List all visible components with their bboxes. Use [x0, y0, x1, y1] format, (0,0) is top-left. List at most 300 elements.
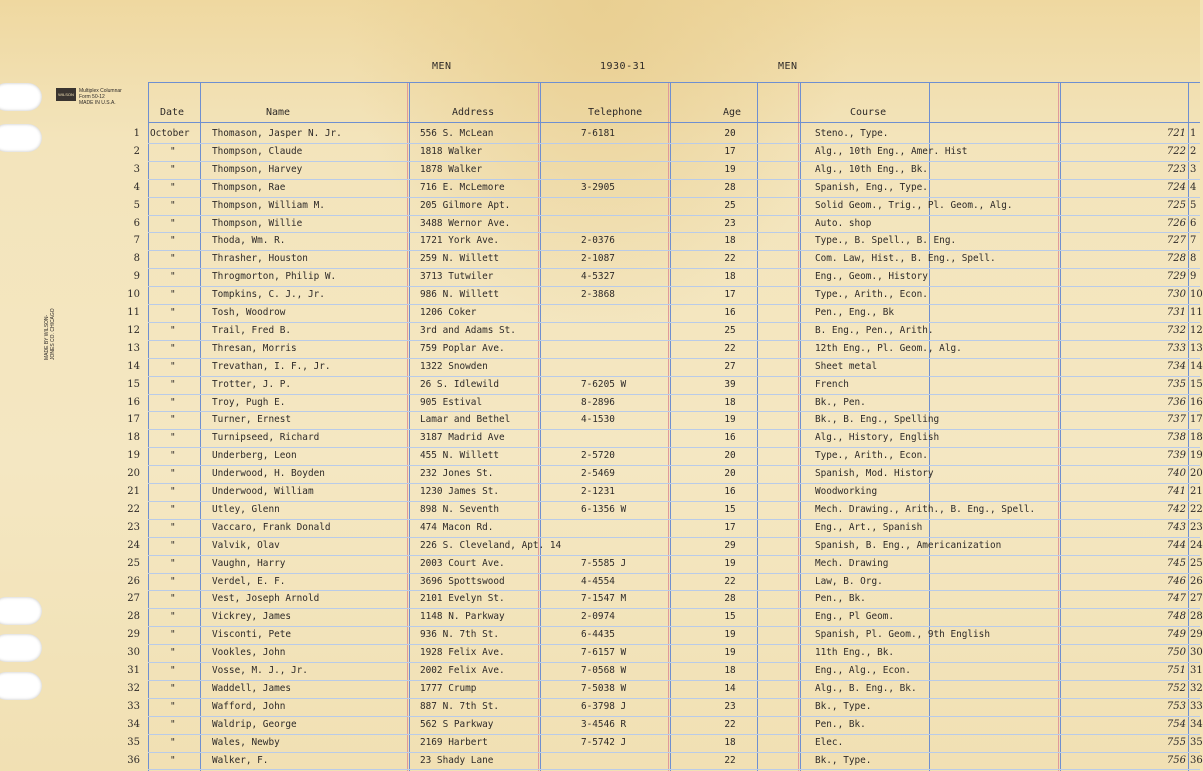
- row-date: ": [170, 396, 176, 408]
- row-number-right: 11: [1190, 307, 1203, 318]
- row-name: Utley, Glenn: [212, 503, 280, 515]
- row-address: 1148 N. Parkway: [420, 611, 505, 623]
- row-age: 23: [724, 217, 736, 229]
- row-number-right: 4: [1190, 181, 1197, 193]
- row-course: Type., Arith., Econ.: [815, 289, 928, 301]
- row-address: 2101 Evelyn St.: [420, 593, 505, 605]
- col-name: Name: [266, 107, 291, 118]
- row-number-right: 30: [1190, 647, 1203, 659]
- row-number: 1: [133, 128, 140, 139]
- ledger-row: [0, 447, 1203, 465]
- row-telephone: 7-6181: [581, 128, 615, 139]
- row-name: Wales, Newby: [212, 736, 280, 748]
- row-number-right: 12: [1190, 324, 1203, 336]
- row-address: 1818 Walker: [420, 145, 483, 157]
- row-code: 744: [1166, 539, 1186, 551]
- row-telephone: 7-6205 W: [581, 378, 627, 390]
- row-name: Waddell, James: [212, 682, 292, 694]
- row-date: ": [170, 324, 176, 336]
- row-address: 759 Poplar Ave.: [420, 342, 505, 354]
- row-code: 738: [1166, 432, 1186, 444]
- row-name: Trevathan, I. F., Jr.: [212, 360, 331, 372]
- row-code: 726: [1166, 217, 1186, 229]
- row-course: 11th Eng., Bk.: [815, 647, 895, 659]
- ledger-row: [0, 268, 1200, 286]
- row-name: Thrasher, Houston: [212, 253, 308, 265]
- row-number-right: 27: [1190, 593, 1203, 605]
- row-code: 743: [1166, 521, 1186, 533]
- row-age: 20: [724, 128, 736, 139]
- row-age: 22: [724, 253, 736, 265]
- row-number-right: 6: [1190, 217, 1197, 229]
- row-course: Bk., Type.: [815, 700, 872, 712]
- row-code: 747: [1166, 593, 1186, 605]
- row-address: 905 Estival: [420, 396, 483, 408]
- row-number: 8: [133, 253, 140, 265]
- row-age: 16: [724, 486, 736, 497]
- row-number-right: 15: [1190, 378, 1203, 390]
- row-code: 736: [1166, 396, 1186, 408]
- row-telephone: 2-1231: [581, 486, 615, 497]
- row-age: 18: [724, 271, 736, 283]
- row-age: 27: [724, 360, 736, 372]
- row-address: 232 Jones St.: [420, 468, 494, 480]
- row-code: 741: [1166, 486, 1186, 497]
- row-name: Trail, Fred B.: [212, 324, 292, 336]
- row-number-right: 1: [1190, 128, 1197, 139]
- row-number: 6: [133, 217, 140, 229]
- row-address: 3187 Madrid Ave: [420, 432, 505, 444]
- row-date: ": [170, 557, 176, 569]
- row-telephone: 4-1530: [581, 414, 615, 426]
- ledger-row: [0, 680, 1203, 698]
- row-code: 753: [1166, 700, 1186, 712]
- row-age: 25: [724, 199, 736, 211]
- row-code: 733: [1166, 342, 1186, 354]
- row-age: 18: [724, 396, 736, 408]
- ledger-row: [0, 232, 1200, 250]
- row-code: 722: [1166, 145, 1186, 157]
- ledger-row: [0, 734, 1203, 752]
- row-age: 22: [724, 342, 736, 354]
- row-date: ": [170, 342, 176, 354]
- row-code: 723: [1166, 163, 1186, 175]
- row-address: 1721 York Ave.: [420, 235, 500, 247]
- row-date: ": [170, 468, 176, 480]
- ledger-row: [0, 698, 1203, 716]
- row-name: Thomason, Jasper N. Jr.: [212, 128, 342, 139]
- col-address: Address: [452, 107, 495, 118]
- row-telephone: 2-5720: [581, 450, 615, 462]
- col-course: Course: [850, 107, 887, 118]
- brand-line-2: Form 50-12: [79, 94, 105, 100]
- header-right: MEN: [778, 61, 798, 72]
- row-code: 750: [1166, 647, 1186, 659]
- row-name: Thompson, Harvey: [212, 163, 303, 175]
- row-date: ": [170, 235, 176, 247]
- row-address: 556 S. McLean: [420, 128, 494, 139]
- row-date: ": [170, 665, 176, 676]
- row-age: 15: [724, 503, 736, 515]
- row-age: 22: [724, 718, 736, 730]
- row-code: 731: [1166, 307, 1186, 318]
- ledger-row: [0, 286, 1203, 304]
- row-number: 27: [127, 593, 140, 605]
- row-course: Bk., Pen.: [815, 396, 866, 408]
- ledger-row: [0, 250, 1200, 268]
- row-code: 735: [1166, 378, 1186, 390]
- row-code: 742: [1166, 503, 1186, 515]
- row-age: 28: [724, 181, 736, 193]
- row-code: 725: [1166, 199, 1186, 211]
- header-left: MEN: [432, 61, 452, 72]
- row-telephone: 7-0568 W: [581, 665, 627, 676]
- row-course: Solid Geom., Trig., Pl. Geom., Alg.: [815, 199, 1013, 211]
- row-address: 986 N. Willett: [420, 289, 500, 301]
- row-address: 1322 Snowden: [420, 360, 488, 372]
- ledger-row: [0, 483, 1203, 501]
- row-number: 23: [127, 521, 140, 533]
- brand-line-1: Multiplex Columnar: [79, 88, 122, 94]
- row-date: ": [170, 521, 176, 533]
- row-code: 730: [1166, 289, 1186, 301]
- row-telephone: 2-1087: [581, 253, 615, 265]
- row-name: Thoda, Wm. R.: [212, 235, 286, 247]
- row-name: Underberg, Leon: [212, 450, 297, 462]
- row-number-right: 22: [1190, 503, 1203, 515]
- row-date: ": [170, 486, 176, 497]
- row-number: 4: [133, 181, 140, 193]
- row-number: 34: [127, 718, 140, 730]
- row-date: October: [150, 128, 190, 139]
- row-number: 16: [127, 396, 140, 408]
- row-course: Spanish, Pl. Geom., 9th English: [815, 629, 990, 641]
- row-age: 17: [724, 521, 736, 533]
- row-number: 24: [127, 539, 140, 551]
- ledger-row: [0, 179, 1200, 197]
- row-telephone: 2-5469: [581, 468, 615, 480]
- row-course: Pen., Eng., Bk: [815, 307, 895, 318]
- ledger-row: [0, 644, 1203, 662]
- header-year: 1930-31: [600, 61, 646, 72]
- row-course: Alg., History, English: [815, 432, 940, 444]
- ledger-row: [0, 519, 1203, 537]
- row-date: ": [170, 450, 176, 462]
- row-name: Vaccaro, Frank Donald: [212, 521, 331, 533]
- row-course: Pen., Bk.: [815, 718, 866, 730]
- row-number-right: 14: [1190, 360, 1203, 372]
- row-number-right: 13: [1190, 342, 1203, 354]
- row-course: Elec.: [815, 736, 844, 748]
- row-number: 35: [127, 736, 140, 748]
- row-age: 29: [724, 539, 736, 551]
- row-name: Vookles, John: [212, 647, 286, 659]
- row-number: 9: [133, 271, 140, 283]
- row-date: ": [170, 575, 176, 587]
- row-name: Thompson, William M.: [212, 199, 325, 211]
- row-number: 28: [127, 611, 140, 623]
- row-number-right: 3: [1190, 163, 1197, 175]
- row-number: 30: [127, 647, 140, 659]
- ledger-row: [0, 555, 1203, 573]
- row-address: 2169 Harbert: [420, 736, 488, 748]
- row-course: French: [815, 378, 849, 390]
- row-number: 19: [127, 450, 140, 462]
- row-name: Thresan, Morris: [212, 342, 297, 354]
- row-course: Woodworking: [815, 486, 878, 497]
- row-telephone: 7-6157 W: [581, 647, 627, 659]
- row-telephone: 7-5038 W: [581, 682, 627, 694]
- row-address: 23 Shady Lane: [420, 754, 494, 766]
- row-rule: [148, 769, 1200, 770]
- row-telephone: 2-3868: [581, 289, 615, 301]
- row-age: 28: [724, 593, 736, 605]
- row-name: Thompson, Willie: [212, 217, 303, 229]
- row-number-right: 25: [1190, 557, 1203, 569]
- row-course: Spanish, Mod. History: [815, 468, 934, 480]
- row-number: 29: [127, 629, 140, 641]
- row-age: 18: [724, 665, 736, 676]
- ledger-row: [0, 322, 1203, 340]
- row-code: 729: [1166, 271, 1186, 283]
- row-course: Steno., Type.: [815, 128, 889, 139]
- row-code: 746: [1166, 575, 1186, 587]
- row-address: 716 E. McLemore: [420, 181, 505, 193]
- row-code: 737: [1166, 414, 1186, 426]
- row-age: 22: [724, 575, 736, 587]
- row-date: ": [170, 718, 176, 730]
- row-code: 756: [1166, 754, 1186, 766]
- row-name: Turnipseed, Richard: [212, 432, 320, 444]
- row-number-right: 28: [1190, 611, 1203, 623]
- row-age: 19: [724, 414, 736, 426]
- row-number-right: 16: [1190, 396, 1203, 408]
- ledger-row: [0, 662, 1203, 680]
- row-name: Vosse, M. J., Jr.: [212, 665, 308, 676]
- row-number-right: 10: [1190, 289, 1203, 301]
- row-course: Bk., B. Eng., Spelling: [815, 414, 940, 426]
- row-age: 25: [724, 324, 736, 336]
- row-name: Tompkins, C. J., Jr.: [212, 289, 325, 301]
- row-number-right: 33: [1190, 700, 1203, 712]
- row-address: 474 Macon Rd.: [420, 521, 494, 533]
- row-number-right: 20: [1190, 468, 1203, 480]
- row-course: Com. Law, Hist., B. Eng., Spell.: [815, 253, 996, 265]
- ledger-row: [0, 501, 1203, 519]
- row-age: 14: [724, 682, 736, 694]
- row-address: 1878 Walker: [420, 163, 483, 175]
- ledger-row: [0, 590, 1203, 608]
- rule-header-bottom: [148, 122, 1200, 123]
- rule-top: [148, 82, 1200, 83]
- row-date: ": [170, 682, 176, 694]
- ledger-row: [0, 465, 1203, 483]
- row-telephone: 4-4554: [581, 575, 615, 587]
- row-course: 12th Eng., Pl. Geom., Alg.: [815, 342, 962, 354]
- row-telephone: 7-1547 M: [581, 593, 627, 605]
- row-number-right: 18: [1190, 432, 1203, 444]
- row-name: Trotter, J. P.: [212, 378, 292, 390]
- row-date: ": [170, 539, 176, 551]
- row-name: Vaughn, Harry: [212, 557, 286, 569]
- row-code: 728: [1166, 253, 1186, 265]
- row-age: 15: [724, 611, 736, 623]
- row-name: Waldrip, George: [212, 718, 297, 730]
- row-course: Mech. Drawing: [815, 557, 889, 569]
- row-date: ": [170, 360, 176, 372]
- row-number-right: 35: [1190, 736, 1203, 748]
- row-age: 39: [724, 378, 736, 390]
- row-number: 14: [127, 360, 140, 372]
- row-address: 3rd and Adams St.: [420, 324, 516, 336]
- row-age: 17: [724, 145, 736, 157]
- row-name: Verdel, E. F.: [212, 575, 286, 587]
- row-course: Eng., Pl Geom.: [815, 611, 895, 623]
- row-course: Bk., Type.: [815, 754, 872, 766]
- row-number: 11: [127, 307, 140, 318]
- row-telephone: 3-4546 R: [581, 718, 627, 730]
- row-date: ": [170, 217, 176, 229]
- row-number: 32: [127, 682, 140, 694]
- ledger-row: [0, 376, 1203, 394]
- row-date: ": [170, 181, 176, 193]
- row-telephone: 3-2905: [581, 181, 615, 193]
- row-address: 1777 Crump: [420, 682, 477, 694]
- row-code: 749: [1166, 629, 1186, 641]
- ledger-row: [0, 125, 1200, 143]
- row-code: 748: [1166, 611, 1186, 623]
- row-number-right: 36: [1190, 754, 1203, 766]
- row-number-right: 24: [1190, 539, 1203, 551]
- maker-imprint: MADE BY WILSON-JONES CO. CHICAGO: [44, 308, 56, 360]
- col-telephone: Telephone: [588, 107, 643, 118]
- row-number-right: 32: [1190, 682, 1203, 694]
- ledger-row: [0, 143, 1200, 161]
- row-number-right: 31: [1190, 665, 1203, 676]
- row-date: ": [170, 432, 176, 444]
- row-date: ": [170, 647, 176, 659]
- row-name: Visconti, Pete: [212, 629, 292, 641]
- row-course: B. Eng., Pen., Arith.: [815, 324, 934, 336]
- row-number: 10: [127, 289, 140, 301]
- row-course: Auto. shop: [815, 217, 872, 229]
- ledger-row: [0, 358, 1203, 376]
- row-address: 3713 Tutwiler: [420, 271, 494, 283]
- row-name: Underwood, H. Boyden: [212, 468, 325, 480]
- row-course: Law, B. Org.: [815, 575, 883, 587]
- row-age: 20: [724, 450, 736, 462]
- ledger-row: [0, 537, 1203, 555]
- row-age: 18: [724, 736, 736, 748]
- row-date: ": [170, 307, 176, 318]
- row-number-right: 34: [1190, 718, 1203, 730]
- ledger-row: [0, 752, 1203, 770]
- row-address: 936 N. 7th St.: [420, 629, 500, 641]
- row-age: 19: [724, 163, 736, 175]
- row-date: ": [170, 503, 176, 515]
- row-name: Vickrey, James: [212, 611, 292, 623]
- row-telephone: 7-5585 J: [581, 557, 627, 569]
- ledger-row: [0, 716, 1203, 734]
- row-telephone: 4-5327: [581, 271, 615, 283]
- row-number-right: 21: [1190, 486, 1203, 497]
- row-number: 36: [127, 754, 140, 766]
- row-date: ": [170, 271, 176, 283]
- row-code: 734: [1166, 360, 1186, 372]
- ledger-row: [0, 197, 1200, 215]
- row-number: 15: [127, 378, 140, 390]
- row-number: 7: [133, 235, 140, 247]
- row-course: Type., B. Spell., B. Eng.: [815, 235, 957, 247]
- row-date: ": [170, 253, 176, 265]
- row-name: Valvik, Olav: [212, 539, 280, 551]
- row-name: Thompson, Claude: [212, 145, 303, 157]
- row-telephone: 7-5742 J: [581, 736, 627, 748]
- row-name: Vest, Joseph Arnold: [212, 593, 320, 605]
- row-name: Underwood, William: [212, 486, 314, 497]
- ledger-row: [0, 429, 1203, 447]
- row-age: 23: [724, 700, 736, 712]
- row-course: Eng., Art., Spanish: [815, 521, 923, 533]
- row-address: 1928 Felix Ave.: [420, 647, 505, 659]
- row-number: 21: [127, 486, 140, 497]
- row-number: 12: [127, 324, 140, 336]
- row-course: Alg., 10th Eng., Amer. Hist: [815, 145, 968, 157]
- row-age: 16: [724, 432, 736, 444]
- row-date: ": [170, 199, 176, 211]
- row-number: 17: [127, 414, 140, 426]
- row-address: 887 N. 7th St.: [420, 700, 500, 712]
- row-number-right: 26: [1190, 575, 1203, 587]
- row-number: 3: [133, 163, 140, 175]
- row-code: 755: [1166, 736, 1186, 748]
- brand-line-3: MADE IN U.S.A.: [79, 100, 116, 106]
- form-brand: [56, 88, 146, 110]
- ledger-row: [0, 394, 1203, 412]
- ledger-row: [0, 304, 1203, 322]
- row-code: 752: [1166, 682, 1186, 694]
- row-code: 754: [1166, 718, 1186, 730]
- row-course: Alg., 10th Eng., Bk.: [815, 163, 928, 175]
- row-date: ": [170, 736, 176, 748]
- row-course: Spanish, Eng., Type.: [815, 181, 928, 193]
- row-name: Turner, Ernest: [212, 414, 292, 426]
- row-telephone: 6-4435: [581, 629, 615, 641]
- row-code: 724: [1166, 181, 1186, 193]
- wilson-jones-logo: WILSON JONES: [56, 88, 76, 101]
- row-date: ": [170, 163, 176, 175]
- row-number-right: 17: [1190, 414, 1203, 426]
- row-code: 721: [1166, 128, 1186, 139]
- row-number-right: 19: [1190, 450, 1203, 462]
- row-date: ": [170, 593, 176, 605]
- row-address: 2003 Court Ave.: [420, 557, 505, 569]
- row-address: 1230 James St.: [420, 486, 500, 497]
- row-age: 18: [724, 235, 736, 247]
- row-address: 3488 Wernor Ave.: [420, 217, 511, 229]
- row-name: Tosh, Woodrow: [212, 307, 286, 318]
- row-address: 3696 Spottswood: [420, 575, 505, 587]
- row-age: 20: [724, 468, 736, 480]
- row-course: Mech. Drawing., Arith., B. Eng., Spell.: [815, 503, 1036, 515]
- row-telephone: 6-1356 W: [581, 503, 627, 515]
- row-course: Alg., B. Eng., Bk.: [815, 682, 917, 694]
- row-code: 739: [1166, 450, 1186, 462]
- row-telephone: 2-0376: [581, 235, 615, 247]
- row-date: ": [170, 289, 176, 301]
- row-telephone: 2-0974: [581, 611, 615, 623]
- row-date: ": [170, 378, 176, 390]
